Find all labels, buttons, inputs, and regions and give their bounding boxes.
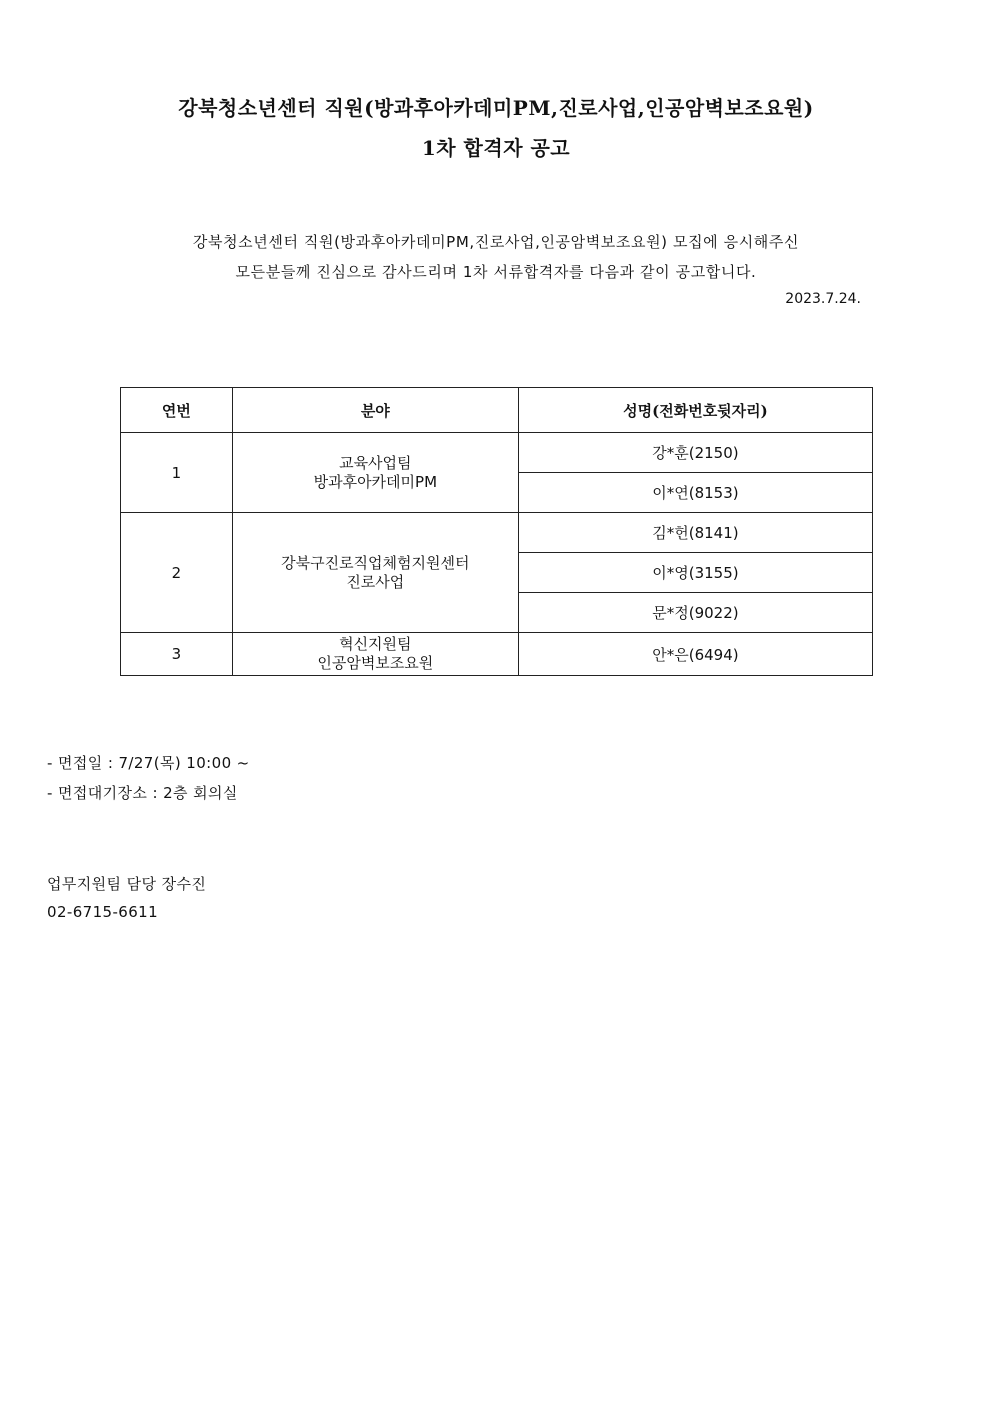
interview-place: - 면접대기장소 : 2층 회의실 — [47, 784, 238, 802]
field-team: 교육사업팀 — [339, 453, 412, 472]
row-name: 강*훈(2150) — [518, 433, 872, 473]
row-number: 2 — [121, 513, 233, 633]
row-name: 안*은(6494) — [518, 633, 872, 676]
title-line-2: 1차 합격자 공고 — [421, 136, 571, 160]
table-header-row — [121, 388, 873, 433]
field-position: 방과후아카데미PM — [313, 472, 438, 491]
row-number: 1 — [121, 433, 233, 513]
field-position: 인공암벽보조요원 — [317, 654, 434, 672]
interview-date: - 면접일 : 7/27(목) 10:00 ~ — [47, 754, 250, 772]
row-name: 문*정(9022) — [518, 593, 872, 633]
header-name: 성명(전화번호뒷자리) — [518, 388, 872, 433]
field-team: 혁신지원팀 — [339, 635, 412, 653]
field-team: 강북구진로직업체험지원센터 — [281, 553, 470, 572]
field-position: 진로사업 — [346, 572, 405, 591]
title-line-1: 강북청소년센터 직원(방과후아카데미PM,진로사업,인공암벽보조요원) — [178, 96, 814, 120]
header-number: 연번 — [121, 388, 233, 433]
contact-phone: 02-6715-6611 — [47, 903, 159, 921]
row-number: 3 — [121, 633, 233, 676]
table-row — [121, 513, 873, 553]
table-row — [121, 633, 873, 676]
announcement-date: 2023.7.24. — [785, 291, 861, 307]
row-field — [232, 433, 518, 513]
intro-line-1: 강북청소년센터 직원(방과후아카데미PM,진로사업,인공암벽보조요원) 모집에 응시해주신 — [192, 233, 800, 251]
results-table — [120, 387, 873, 676]
header-field: 분야 — [232, 388, 518, 433]
intro-line-2: 모든분들께 진심으로 감사드리며 1차 서류합격자를 다음과 같이 공고합니다. — [235, 263, 757, 281]
row-name: 이*영(3155) — [518, 553, 872, 593]
row-name: 김*헌(8141) — [518, 513, 872, 553]
contact-person: 업무지원팀 담당 장수진 — [47, 875, 207, 893]
row-field — [232, 513, 518, 633]
table-row — [121, 433, 873, 473]
row-field — [232, 633, 518, 676]
row-name: 이*연(8153) — [518, 473, 872, 513]
